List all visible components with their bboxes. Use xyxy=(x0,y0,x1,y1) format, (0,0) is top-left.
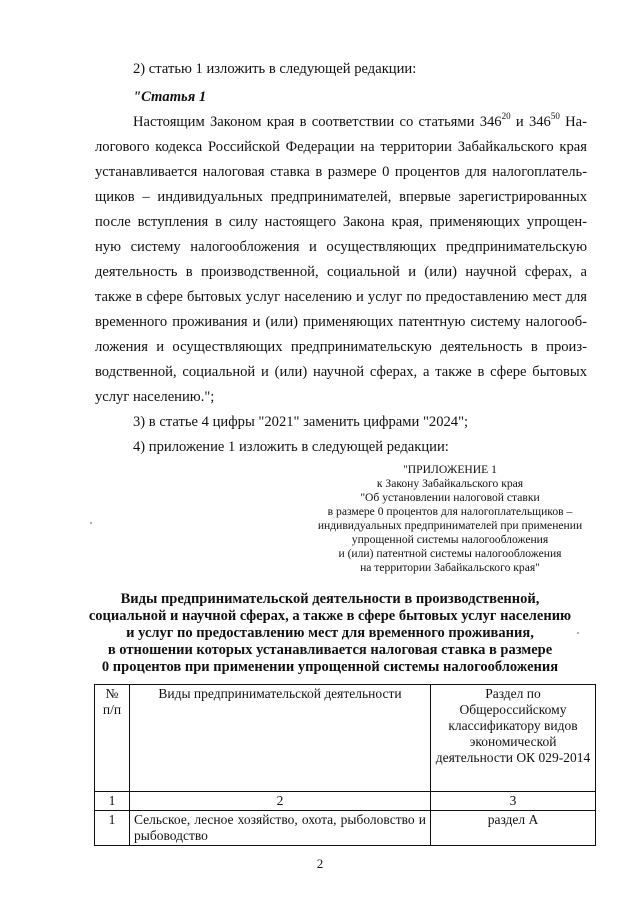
article-line: деятельность в производственной, социальной и (или) научной сферах, а xyxy=(95,264,587,280)
article-line: ную систему налогообложения и осуществляющих предпринимательскую xyxy=(95,239,587,255)
article-line: ложения и осуществляющих предпринимательскую деятельность в произ- xyxy=(95,339,587,355)
article-line: щиков – индивидуальных предпринимателей, впервые зарегистрированных xyxy=(95,189,587,205)
item-2-text: 2) статью 1 изложить в следующей редакции: xyxy=(133,61,417,77)
item-3-text: 3) в статье 4 цифры "2021" заменить цифрами "2024"; xyxy=(133,414,469,430)
appendix-line: и (или) патентной системы налогообложения xyxy=(338,547,562,560)
article-line: услуг населению."; xyxy=(95,389,215,405)
appendix-line: упрощенной системы налогообложения xyxy=(351,533,549,546)
table-cell: 1 xyxy=(95,811,130,846)
article-title: "Статья 1 xyxy=(133,89,207,105)
page-number: 2 xyxy=(316,856,324,871)
superscript: 20 xyxy=(501,111,511,122)
article-line: водственной, социальной и (или) научной сферах, а также в сфере бытовых xyxy=(95,364,587,380)
article-line: логового кодекса Российской Федерации на территории Забайкальского края xyxy=(95,139,587,155)
article-line: устанавливается налоговая ставка в размере 0 процентов для налогоплатель- xyxy=(95,164,587,180)
appendix-line: к Закону Забайкальского края xyxy=(376,477,524,490)
item-4-text: 4) приложение 1 изложить в следующей редакции: xyxy=(133,439,449,455)
table-cell: 2 xyxy=(130,792,431,811)
column-header-section: Раздел по Общероссийскому классификатору видов экономической деятельности ОК 029-2014 xyxy=(431,685,596,792)
table-cell: Сельское, лесное хозяйство, охота, рыболовство и рыбоводство xyxy=(130,811,431,846)
table-cell: раздел А xyxy=(431,811,596,846)
appendix-line: "Об установлении налоговой ставки xyxy=(360,491,540,504)
column-header-num: № п/п xyxy=(95,685,130,792)
appendix-line: "ПРИЛОЖЕНИЕ 1 xyxy=(403,463,497,476)
appendix-line: индивидуальных предпринимателей при применении xyxy=(317,519,583,532)
table-index-row xyxy=(95,792,596,811)
appendix-line: на территории Забайкальского края" xyxy=(360,561,540,574)
appendix-header xyxy=(300,463,600,575)
activities-table xyxy=(94,684,596,846)
article-first-line: Настоящим Законом края в соответствии со статьями $346^{20}$ и $346^{50}$ На- xyxy=(133,111,588,130)
article-line: после вступления в силу настоящего Закона края, применяющих упрощен- xyxy=(95,214,587,230)
appendix-line: в размере 0 процентов для налогоплательщиков – xyxy=(327,505,573,518)
table-cell: 3 xyxy=(431,792,596,811)
column-header-activity: Виды предпринимательской деятельности xyxy=(130,685,431,792)
table-header-row xyxy=(95,685,596,792)
table-cell: 1 xyxy=(95,792,130,811)
table-row xyxy=(95,811,596,846)
appendix-title: Виды предпринимательской деятельности в производственной, социальной и научной сферах, а также в сфере бытовых услуг населению и услуг по предоставлению мест для временного проживания, в отношении которых устанавливается налоговая ставка в размере 0 процентов при применении упрощенной системы налогообложения xyxy=(88,591,572,675)
scan-speck xyxy=(577,632,579,634)
article-line: временного проживания и (или) применяющих патентную систему налогооб- xyxy=(95,314,587,330)
superscript: 50 xyxy=(550,111,560,122)
article-line: также в сфере бытовых услуг населению и услуг по предоставлению мест для xyxy=(95,289,587,305)
scan-speck xyxy=(90,522,92,524)
